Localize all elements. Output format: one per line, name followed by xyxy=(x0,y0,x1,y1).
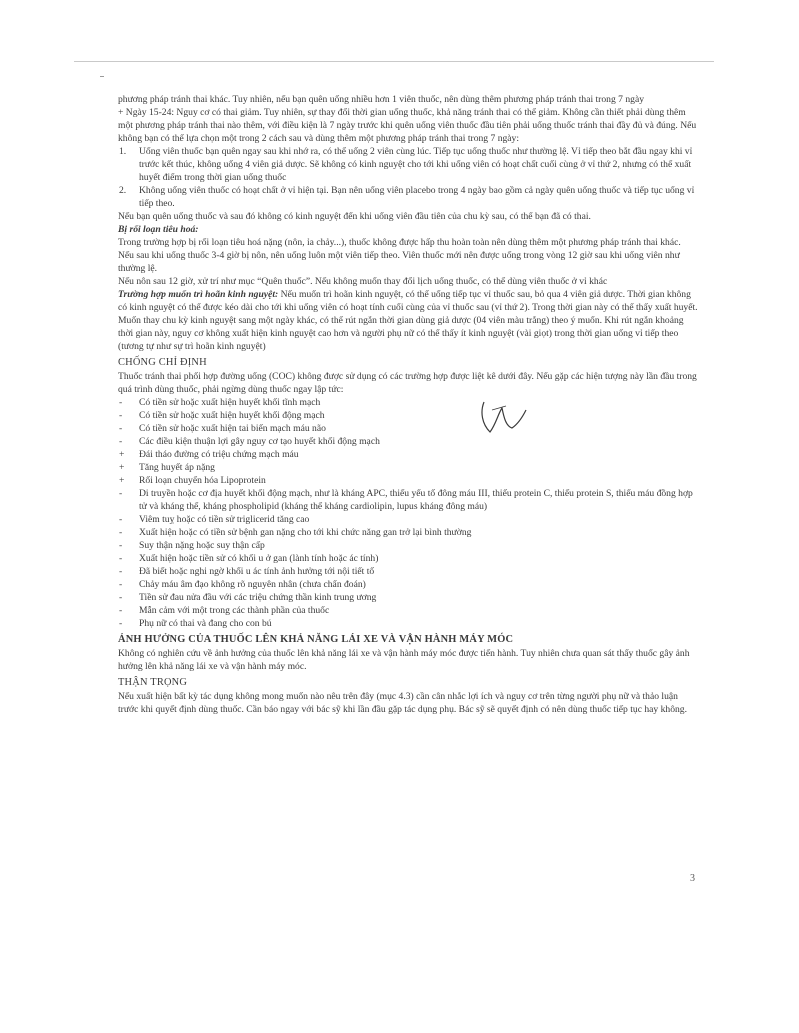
list-item xyxy=(118,539,698,552)
list-item xyxy=(118,435,698,448)
list-marker: + xyxy=(119,475,125,486)
list-item xyxy=(118,617,698,630)
list-item xyxy=(118,474,698,487)
list-marker: - xyxy=(119,553,123,564)
handwritten-signature xyxy=(470,398,530,440)
list-item-text: Viêm tuỵ hoặc có tiền sử triglicerid tăng cao xyxy=(139,514,310,525)
list-item-text: Không uống viên thuốc có hoạt chất ở vỉ hiện tại. Bạn nên uống viên placebo trong 4 ngày bao gồm cả ngày quên uống thuốc và tiếp tục uống vỉ tiếp theo. xyxy=(139,185,695,209)
digestive-paragraph: Trong trường hợp bị rối loạn tiêu hoá nặng (nôn, ỉa chảy...), thuốc không được hấp thu hoàn toàn nên dùng thêm một phương pháp tránh thai khác. Nếu sau khi uống thuốc 3-4 giờ bị nôn, nên uống luôn một viên tiếp theo. Viên thuốc mới nên được uống trong vòng 12 giờ sau khi uống viên như thường lệ. xyxy=(118,237,681,274)
driving-heading: ẢNH HƯỞNG CỦA THUỐC LÊN KHẢ NĂNG LÁI XE VÀ VẬN HÀNH MÁY MÓC xyxy=(118,634,514,645)
list-item-text: Có tiền sử hoặc xuất hiện tai biến mạch máu não xyxy=(139,423,326,434)
delay-paragraph xyxy=(118,288,698,314)
contraindications-intro: Thuốc tránh thai phối hợp đường uống (COC) không được sử dụng có các trường hợp được liệt kê dưới đây. Nếu gặp các hiện tượng này lần đầu trong quá trình dùng thuốc, phải ngừng dùng thuốc ngay lập tức: xyxy=(118,371,697,395)
driving-text: Không có nghiên cứu về ảnh hưởng của thuốc lên khả năng lái xe và vận hành máy móc được tiến hành. Tuy nhiên chưa quan sát thấy thuốc gây ảnh hưởng lên khả năng lái xe và vận hành máy móc. xyxy=(118,648,690,672)
list-item-text: Đã biết hoặc nghi ngờ khối u ác tính ảnh hưởng tới nội tiết tố xyxy=(139,566,375,577)
list-marker: + xyxy=(119,449,125,460)
caution-heading: THẬN TRỌNG xyxy=(118,677,188,688)
list-item-text: Đái tháo đường có triệu chứng mạch máu xyxy=(139,449,299,460)
paragraph-days-15-24: + Ngày 15-24: Nguy cơ có thai giảm. Tuy nhiên, sự thay đổi thời gian uống thuốc, khả năng tránh thai có thể giảm. Không cần thiết phải dùng thêm một phương pháp tránh thai nào thêm, với điều kiện là 7 ngày trước khi quên uống viên thuốc đầu tiên phải uống thuốc tránh thai đầy đủ và đúng. Nếu không bạn có thể lựa chọn một trong 2 cách sau và dùng thêm một phương pháp tránh thai trong 7 ngày: xyxy=(118,107,697,144)
list-marker: 1. xyxy=(119,146,127,157)
list-item-text: Có tiền sử hoặc xuất hiện huyết khối động mạch xyxy=(139,410,325,421)
scan-edge-line xyxy=(74,61,714,62)
list-item xyxy=(118,448,698,461)
list-marker: - xyxy=(119,566,123,577)
digestive-heading: Bị rối loạn tiêu hoá: xyxy=(118,224,199,235)
list-marker: - xyxy=(119,488,123,499)
list-item xyxy=(118,396,698,409)
list-marker: + xyxy=(119,462,125,473)
list-marker: 2. xyxy=(119,185,127,196)
list-marker: - xyxy=(119,514,123,525)
list-marker: - xyxy=(119,579,123,590)
list-marker: - xyxy=(119,527,123,538)
list-marker: - xyxy=(119,540,123,551)
list-item-text: Có tiền sử hoặc xuất hiện huyết khối tĩnh mạch xyxy=(139,397,321,408)
paragraph-after-list: Nếu bạn quên uống thuốc và sau đó không có kinh nguyệt đến khi uống viên đầu tiên của chu kỳ sau, có thể bạn đã có thai. xyxy=(118,211,591,222)
list-item-text: Phụ nữ có thai và đang cho con bú xyxy=(139,618,272,629)
list-item-text: Các điều kiện thuận lợi gây nguy cơ tạo huyết khối động mạch xyxy=(139,436,380,447)
list-item xyxy=(118,422,698,435)
list-item-text: Suy thận nặng hoặc suy thận cấp xyxy=(139,540,265,551)
list-item-text: Di truyền hoặc cơ địa huyết khối động mạch, như là kháng APC, thiếu yếu tố đông máu III, thiếu protein C, thiếu protein S, thiếu máu đồng hợp tử và kháng thể, kháng phospholipid (kháng thể kháng cardiolipin, lupus kháng đông máu) xyxy=(139,488,693,512)
list-item xyxy=(118,578,698,591)
list-item xyxy=(118,604,698,617)
delay-text: Nếu muốn trì hoãn kinh nguyệt, có thể uống tiếp tục vỉ thuốc sau, bỏ qua 4 viên giả dược. Thời gian không có kinh nguyệt có thể được kéo dài cho tới khi uống viên có hoạt tính cuối cùng của vỉ thuốc sau (vỉ thứ 2). Trong thời gian này có thể thấy xuất huyết. xyxy=(118,289,698,313)
list-marker: - xyxy=(119,436,123,447)
digestive-paragraph: Nếu nôn sau 12 giờ, xử trí như mục “Quên thuốc”. Nếu không muốn thay đổi lịch uống thuốc, có thể dùng viên thuốc ở vỉ khác xyxy=(118,276,608,287)
list-item-text: Tiền sử đau nửa đầu với các triệu chứng thần kinh trung ương xyxy=(139,592,377,603)
list-marker: - xyxy=(119,397,123,408)
list-item-text: Chảy máu âm đạo không rõ nguyên nhân (chưa chẩn đoán) xyxy=(139,579,366,590)
list-marker: - xyxy=(119,618,123,629)
page-number: 3 xyxy=(690,873,695,884)
list-item xyxy=(118,145,698,184)
list-marker: - xyxy=(119,410,123,421)
list-item xyxy=(118,184,698,210)
paragraph-continued: phương pháp tránh thai khác. Tuy nhiên, nếu bạn quên uống nhiều hơn 1 viên thuốc, nên dùng thêm phương pháp tránh thai trong 7 ngày xyxy=(118,94,645,105)
list-item-text: Xuất hiện hoặc tiền sử có khối u ở gan (lành tính hoặc ác tính) xyxy=(139,553,379,564)
list-item-text: Tăng huyết áp nặng xyxy=(139,462,215,473)
contraindications-list xyxy=(118,396,698,630)
list-item-text: Xuất hiện hoặc có tiền sử bệnh gan nặng cho tới khi chức năng gan trở lại bình thường xyxy=(139,527,472,538)
list-item xyxy=(118,461,698,474)
list-item xyxy=(118,565,698,578)
document-page xyxy=(118,93,698,716)
list-item-text: Rối loạn chuyển hóa Lipoprotein xyxy=(139,475,266,486)
caution-text: Nếu xuất hiện bất kỳ tác dụng không mong muốn nào nêu trên đây (mục 4.3) cần cân nhắc lợi ích và nguy cơ trên từng người phụ nữ và thảo luận trước khi quyết định dùng thuốc. Cần báo ngay với bác sỹ khi lần đầu gặp tác dụng phụ. Bác sỹ sẽ quyết định có nên dùng thuốc tiếp tục hay không. xyxy=(118,691,688,715)
delay-paragraph-2: Muốn thay chu kỳ kinh nguyệt sang một ngày khác, có thể rút ngắn thời gian dùng giả dược (04 viên màu trắng) theo ý muốn. Khi rút ngắn khoảng thời gian này, nguy cơ không xuất hiện kinh nguyệt cao hơn và người phụ nữ có thể thấy ít kinh nguyệt (vài giọt) trong thời gian uống vỉ tiếp theo (tương tự như sự trì hoãn kinh nguyệt) xyxy=(118,315,684,352)
list-item xyxy=(118,513,698,526)
list-item xyxy=(118,409,698,422)
list-marker: - xyxy=(119,592,123,603)
numbered-list xyxy=(118,145,698,210)
contraindications-heading: CHỐNG CHỈ ĐỊNH xyxy=(118,357,207,368)
list-item xyxy=(118,552,698,565)
list-item xyxy=(118,591,698,604)
delay-heading: Trường hợp muốn trì hoãn kinh nguyệt: xyxy=(118,289,279,300)
list-item-text: Uống viên thuốc bạn quên ngay sau khi nhớ ra, có thể uống 2 viên cùng lúc. Tiếp tục uống thuốc như thường lệ. Vỉ tiếp theo bắt đầu ngay khi vỉ trước kết thúc, không uống 4 viên giả dược. Sẽ không có kinh nguyệt cho tới khi uống viên có hoạt chất cuối cùng ở vỉ thứ 2, nhưng có thể xuất huyết điểm trong thời gian uống thuốc xyxy=(139,146,693,183)
list-marker: - xyxy=(119,423,123,434)
list-item xyxy=(118,487,698,513)
list-item-text: Mẫn cảm với một trong các thành phần của thuốc xyxy=(139,605,330,616)
scan-dust-mark xyxy=(100,76,104,77)
list-marker: - xyxy=(119,605,123,616)
list-item xyxy=(118,526,698,539)
